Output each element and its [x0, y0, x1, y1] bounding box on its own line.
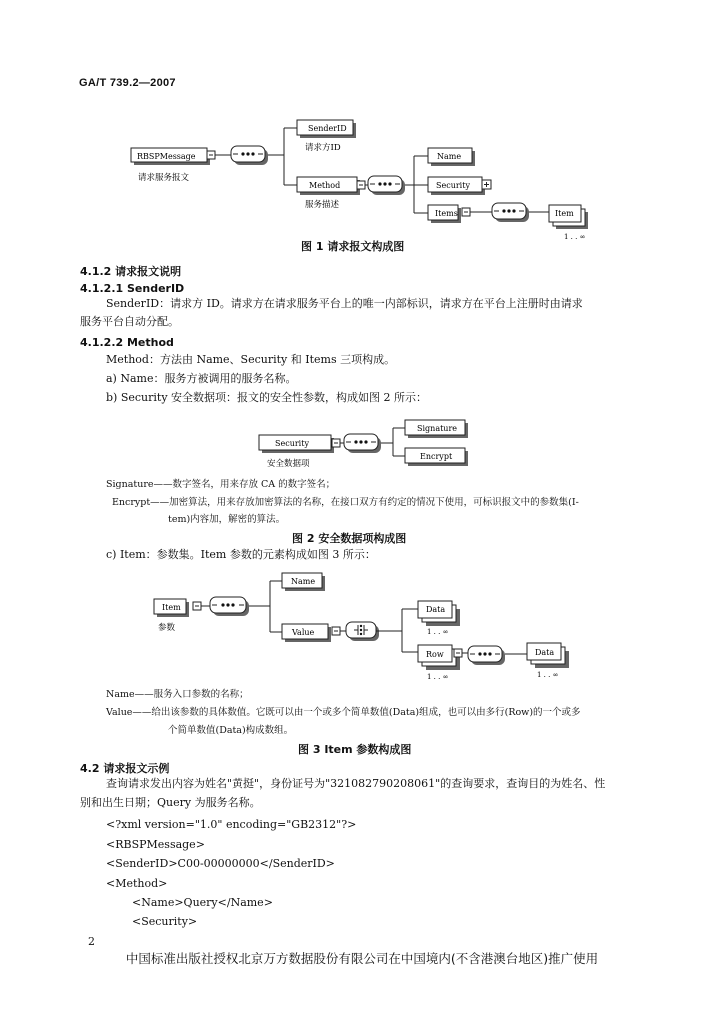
- figure-3-caption: 图 3 Item 参数构成图: [298, 743, 412, 756]
- svg-text:1 . . ∞: 1 . . ∞: [427, 673, 449, 681]
- svg-text:参数: 参数: [158, 623, 176, 633]
- svg-text:Items: Items: [435, 209, 458, 218]
- svg-text:Data: Data: [426, 605, 446, 614]
- section-4-1-2-heading: 4.1.2 请求报文说明: [80, 265, 182, 278]
- code-line: <Security>: [132, 915, 198, 928]
- paragraph: SenderID：请求方 ID。请求方在请求服务平台上的唯一内部标识，请求方在平台上注册时由请求: [106, 297, 583, 310]
- svg-text:Item: Item: [555, 209, 574, 218]
- section-4-1-2-1-heading: 4.1.2.1 SenderID: [80, 282, 185, 295]
- list-item: c) Item：参数集。Item 参数的元素构成如图 3 所示：: [106, 548, 376, 561]
- figure-2-caption: 图 2 安全数据项构成图: [292, 532, 407, 545]
- definition-encrypt: Encrypt——加密算法，用来存放加密算法的名称，在接口双方有约定的情况下使用，可标识报文中的参数集(I-: [112, 497, 579, 508]
- list-item: b) Security 安全数据项：报文的安全性参数，构成如图 2 所示：: [106, 391, 428, 404]
- section-4-1-2-2-heading: 4.1.2.2 Method: [80, 336, 174, 349]
- paragraph: 服务平台自动分配。: [80, 315, 179, 328]
- svg-text:1 . . ∞: 1 . . ∞: [537, 671, 559, 679]
- svg-text:Name: Name: [291, 577, 316, 586]
- code-line: <SenderID>C00-00000000</SenderID>: [106, 857, 335, 870]
- svg-text:SenderID: SenderID: [308, 124, 347, 133]
- paragraph: 查询请求发出内容为姓名"黄挺"，身份证号为"321082790208061"的查询要求，查询目的为姓名、性: [106, 777, 606, 790]
- svg-text:Security: Security: [436, 181, 470, 190]
- definition-encrypt-cont: tem)内容加，解密的算法。: [168, 514, 286, 525]
- figure-1-caption: 图 1 请求报文构成图: [301, 240, 405, 253]
- svg-text:服务描述: 服务描述: [305, 200, 340, 210]
- paragraph: 别和出生日期；Query 为服务名称。: [80, 796, 261, 809]
- definition-signature: Signature——数字签名，用来存放 CA 的数字签名；: [106, 479, 336, 490]
- svg-text:1 . . ∞: 1 . . ∞: [564, 233, 586, 241]
- definition-value-cont: 个简单数值(Data)构成数组。: [168, 725, 294, 736]
- svg-text:Item: Item: [162, 603, 181, 612]
- svg-text:Data: Data: [535, 648, 555, 657]
- paragraph: Method：方法由 Name、Security 和 Items 三项构成。: [106, 353, 396, 366]
- svg-text:Row: Row: [426, 650, 444, 659]
- definition-name: Name——服务入口参数的名称；: [106, 689, 249, 700]
- code-line: <Method>: [106, 877, 168, 890]
- svg-text:Name: Name: [437, 152, 462, 161]
- code-line: <Name>Query</Name>: [132, 896, 273, 909]
- section-4-2-heading: 4.2 请求报文示例: [80, 762, 170, 775]
- svg-text:Encrypt: Encrypt: [420, 452, 453, 461]
- svg-text:请求方ID: 请求方ID: [305, 143, 341, 153]
- svg-text:请求服务报文: 请求服务报文: [138, 173, 190, 183]
- svg-text:Method: Method: [309, 181, 341, 190]
- code-line: <?xml version="1.0" encoding="GB2312"?>: [106, 818, 357, 831]
- svg-text:Security: Security: [275, 439, 309, 448]
- list-item: a) Name：服务方被调用的服务名称。: [106, 372, 297, 385]
- footer-notice: 中国标准出版社授权北京万方数据股份有限公司在中国境内(不含港澳台地区)推广使用: [125, 951, 599, 966]
- code-line: <RBSPMessage>: [106, 838, 205, 851]
- svg-text:Signature: Signature: [417, 424, 458, 433]
- svg-text:1 . . ∞: 1 . . ∞: [427, 628, 449, 636]
- rbsp-node-label: RBSPMessage: [137, 152, 196, 161]
- svg-text:安全数据项: 安全数据项: [267, 459, 310, 469]
- page-number: 2: [88, 935, 95, 948]
- document-header: GA/T 739.2—2007: [79, 77, 176, 89]
- definition-value: Value——给出该参数的具体数值。它既可以由一个或多个简单数值(Data)组成，也可以由多行(Row)的一个或多: [106, 707, 581, 718]
- svg-text:Value: Value: [292, 628, 315, 637]
